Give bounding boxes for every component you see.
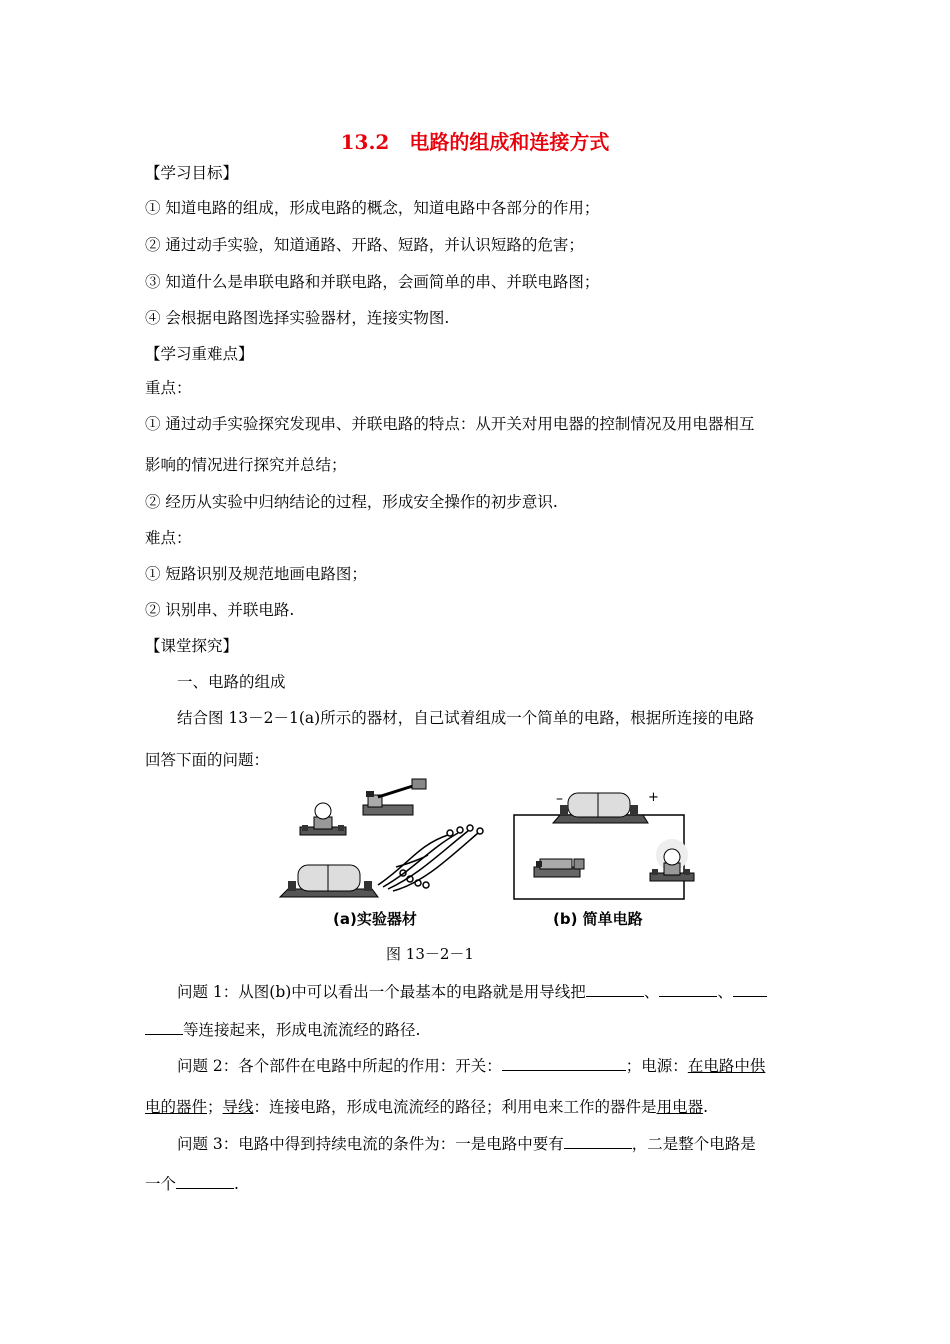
intro-line-2: 回答下面的问题： [145, 751, 270, 769]
section-heading: 一、电路的组成 [177, 673, 286, 691]
hard-point-1: ① 短路识别及规范地画电路图； [145, 565, 367, 583]
caption-b: (b) 简单电路 [553, 910, 643, 928]
switch-icon [363, 779, 426, 815]
hard-point-2: ② 识别串、并联电路. [145, 601, 295, 619]
battery-icon [553, 790, 659, 823]
key-label: 重点： [145, 379, 192, 397]
objective-item-2: ② 通过动手实验，知道通路、开路、短路，并认识短路的危害； [145, 236, 584, 254]
keypoints-heading: 【学习重难点】 [145, 345, 254, 363]
page-title: 13.2 电路的组成和连接方式 [340, 130, 610, 154]
intro-line-1: 结合图 13－2－1(a)所示的器材，自己试着组成一个简单的电路，根据所连接的电路 [177, 709, 755, 727]
question-1-line-1: 问题 1：从图(b)中可以看出一个最基本的电路就是用导线把 、 、 [177, 982, 767, 1002]
answer-blank[interactable] [586, 982, 644, 997]
question-2-line-2: 电的器件；导线：连接电路，形成电流流经的路径；利用电来工作的器件是用电器. [145, 1098, 709, 1116]
switch-icon [534, 859, 584, 877]
answer-blank[interactable] [145, 1020, 183, 1035]
answer-blank[interactable] [733, 982, 767, 997]
hard-label: 难点： [145, 529, 192, 547]
question-1-line-2: 等连接起来，形成电流流经的路径. [145, 1020, 420, 1040]
key-point-1-line-1: ① 通过动手实验探究发现串、并联电路的特点：从开关对用电器的控制情况及用电器相互 [145, 415, 755, 433]
key-point-1-line-2: 影响的情况进行探究并总结； [145, 456, 347, 474]
objectives-heading: 【学习目标】 [145, 164, 239, 182]
objective-item-4: ④ 会根据电路图选择实验器材，连接实物图. [145, 309, 450, 327]
question-3-line-2: 一个 . [145, 1175, 239, 1193]
answer-blank[interactable] [502, 1056, 626, 1071]
bulb-holder-icon [300, 803, 346, 835]
objective-item-3: ③ 知道什么是串联电路和并联电路，会画简单的串、并联电路图； [145, 273, 600, 291]
figure-number: 图 13－2－1 [386, 945, 474, 963]
wires-icon [378, 825, 483, 891]
objective-item-1: ① 知道电路的组成，形成电路的概念，知道电路中各部分的作用； [145, 199, 600, 217]
answer-blank[interactable] [564, 1134, 632, 1149]
explore-heading: 【课堂探究】 [145, 637, 239, 655]
key-point-2: ② 经历从实验中归纳结论的过程，形成安全操作的初步意识. [145, 493, 558, 511]
plus-sign: + [648, 790, 659, 805]
question-2-line-1: 问题 2：各个部件在电路中所起的作用：开关： ；电源：在电路中供 [177, 1057, 766, 1075]
caption-a: (a)实验器材 [333, 910, 417, 928]
answer-blank[interactable] [659, 982, 717, 997]
minus-sign: – [556, 791, 563, 807]
battery-box-icon [280, 865, 378, 897]
lit-bulb-icon [650, 839, 694, 881]
answer-blank[interactable] [176, 1174, 234, 1189]
question-3-line-1: 问题 3：电路中得到持续电流的条件为：一是电路中要有 ，二是整个电路是 [177, 1135, 756, 1153]
